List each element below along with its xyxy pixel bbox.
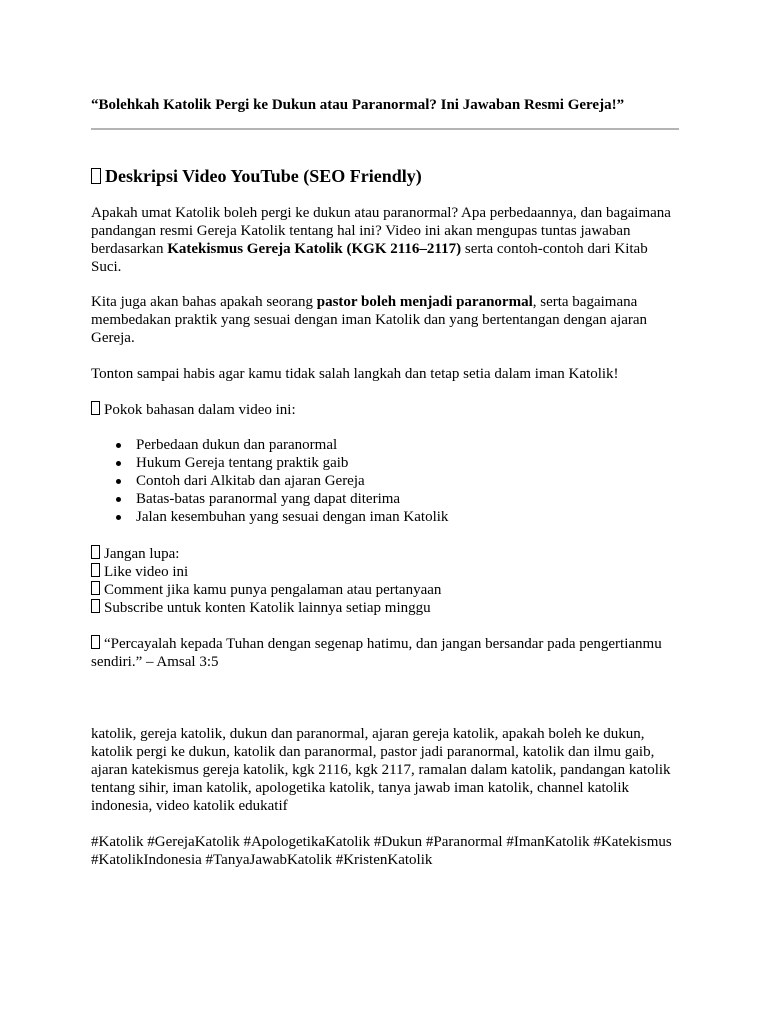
kgk-reference: Katekismus Gereja Katolik (KGK 2116–2117): [167, 241, 462, 257]
quote-line: [91, 635, 681, 653]
intro-line: Apakah umat Katolik boleh pergi ke dukun atau paranormal? Apa perbedaannya, dan bagaimana: [91, 205, 671, 221]
reminder-subscribe-text: Subscribe untuk konten Katolik lainnya setiap minggu: [104, 600, 431, 616]
watch-line: Tonton sampai habis agar kamu tidak salah langkah dan tetap setia dalam iman Katolik!: [91, 366, 619, 382]
reminder-heading: [91, 545, 681, 563]
pastor-line: Gereja.: [91, 330, 135, 346]
missing-glyph-icon: [91, 168, 101, 184]
keywords-line: katolik pergi ke dukun, katolik dan paranormal, pastor jadi paranormal, katolik dan ilmu gaib,: [91, 744, 655, 760]
reminder-heading-text: Jangan lupa:: [104, 546, 180, 562]
missing-glyph-icon: [91, 581, 100, 595]
reminder-like-text: Like video ini: [104, 564, 189, 580]
quote-text: “Percayalah kepada Tuhan dengan segenap hatimu, dan jangan bersandar pada pengertianmu: [104, 636, 662, 652]
pastor-emphasis: pastor boleh menjadi paranormal: [316, 294, 533, 310]
topics-list: [91, 436, 448, 526]
list-item: Hukum Gereja tentang praktik gaib: [136, 454, 448, 472]
missing-glyph-icon: [91, 635, 100, 649]
missing-glyph-icon: [91, 401, 100, 415]
pastor-line: [91, 293, 681, 311]
missing-glyph-icon: [91, 599, 100, 613]
horizontal-rule: [91, 128, 679, 130]
pastor-text: , serta bagaimana: [532, 294, 638, 310]
keywords-line: ajaran katekismus gereja katolik, kgk 2116, kgk 2117, ramalan dalam katolik, pandangan katolik: [91, 762, 671, 778]
pastor-paragraph: [91, 293, 681, 347]
topics-heading: [91, 401, 681, 419]
reminder-comment: [91, 581, 681, 599]
list-item: Contoh dari Alkitab dan ajaran Gereja: [136, 472, 448, 490]
pastor-line: membedakan praktik yang sesuai dengan iman Katolik dan yang bertentangan dengan ajaran: [91, 312, 648, 328]
keywords-line: tentang sihir, iman katolik, apologetika katolik, tanya jawab iman katolik, channel katolik: [91, 780, 630, 796]
quote-line: sendiri.” – Amsal 3:5: [91, 654, 219, 670]
intro-text: berdasarkan: [91, 241, 168, 257]
bible-quote: [91, 635, 681, 671]
section-heading: [91, 165, 422, 187]
reminder-subscribe: [91, 599, 681, 617]
hashtags-line: #Katolik #GerejaKatolik #ApologetikaKatolik #Dukun #Paranormal #ImanKatolik #Katekismus: [91, 834, 672, 850]
pastor-text: Kita juga akan bahas apakah seorang: [91, 294, 317, 310]
intro-line: Suci.: [91, 259, 122, 275]
missing-glyph-icon: [91, 545, 100, 559]
list-item: Batas-batas paranormal yang dapat diterima: [136, 490, 448, 508]
reminder-like: [91, 563, 681, 581]
hashtags-line: #KatolikIndonesia #TanyaJawabKatolik #KristenKatolik: [91, 852, 433, 868]
keywords-line: indonesia, video katolik edukatif: [91, 798, 288, 814]
reminders: [91, 545, 681, 617]
keywords-paragraph: [91, 725, 681, 815]
intro-paragraph: [91, 204, 681, 276]
topics-heading-text: Pokok bahasan dalam video ini:: [104, 402, 296, 418]
missing-glyph-icon: [91, 563, 100, 577]
keywords-line: katolik, gereja katolik, dukun dan paranormal, ajaran gereja katolik, apakah boleh ke dukun,: [91, 726, 645, 742]
list-item: Perbedaan dukun dan paranormal: [136, 436, 448, 454]
list-item: Jalan kesembuhan yang sesuai dengan iman Katolik: [136, 509, 449, 525]
intro-line: [91, 240, 681, 258]
hashtags-paragraph: [91, 833, 681, 869]
intro-line: pandangan resmi Gereja Katolik tentang hal ini? Video ini akan mengupas tuntas jawaban: [91, 223, 631, 239]
section-heading-text: Deskripsi Video YouTube (SEO Friendly): [105, 166, 422, 186]
intro-text: serta contoh-contoh dari Kitab: [461, 241, 648, 257]
reminder-comment-text: Comment jika kamu punya pengalaman atau pertanyaan: [104, 582, 442, 598]
document-title: “Bolehkah Katolik Pergi ke Dukun atau Paranormal? Ini Jawaban Resmi Gereja!”: [91, 97, 625, 113]
